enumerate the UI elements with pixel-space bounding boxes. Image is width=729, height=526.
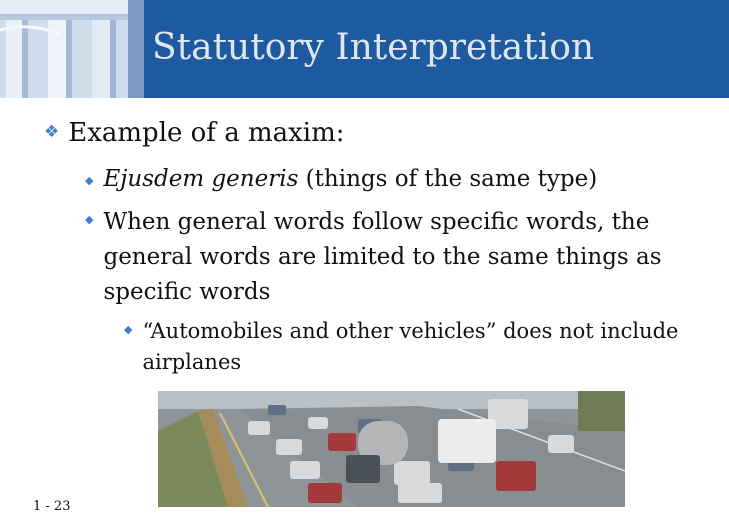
slide-number: 1 - 23 bbox=[33, 499, 71, 514]
italic-term: Ejusdem generis bbox=[103, 166, 299, 192]
sub-sub-bullet-text: “Automobiles and other vehicles” does not include airplanes bbox=[142, 319, 679, 374]
sub-bullet-ejusdem bbox=[85, 166, 597, 192]
four-diamond-bullet-icon: ❖ bbox=[44, 122, 60, 142]
diamond-bullet-icon: ◆ bbox=[85, 213, 94, 226]
diamond-bullet-icon: ◆ bbox=[124, 323, 133, 336]
columns-photo bbox=[0, 0, 144, 98]
traffic-jam-photo bbox=[158, 391, 625, 507]
sub-bullet-text bbox=[103, 166, 597, 192]
slide-header bbox=[0, 0, 729, 98]
sub-bullet-text: When general words follow specific words, the general words are limited to the same things as specific words bbox=[103, 209, 662, 305]
bullet-text: Example of a maxim: bbox=[68, 118, 345, 148]
bullet-maxim bbox=[44, 118, 345, 148]
term-definition: (things of the same type) bbox=[298, 166, 598, 192]
slide-title: Statutory Interpretation bbox=[152, 27, 595, 68]
sub-sub-bullet-automobiles bbox=[124, 316, 682, 378]
sub-bullet-general-words bbox=[85, 205, 678, 310]
diamond-bullet-icon: ◆ bbox=[85, 174, 94, 187]
